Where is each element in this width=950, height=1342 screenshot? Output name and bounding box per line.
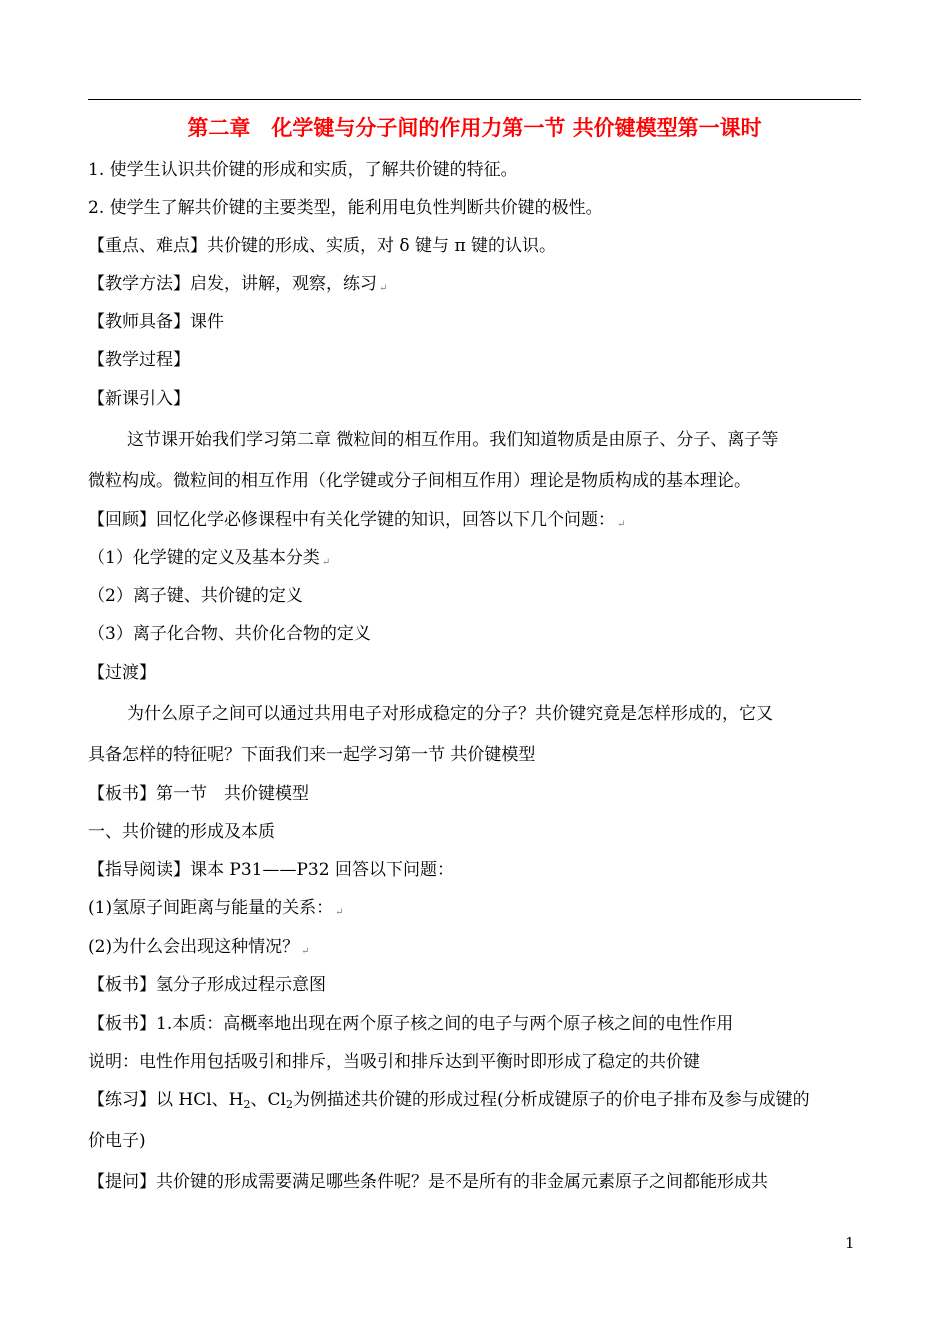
exercise-line-2: 价电子) [88, 1131, 146, 1151]
exercise-line-1: 【练习】以 HCl、$H_2$、$Cl_2$为例描述共价键的形成过程(分析成键原子的价电子排布及参与成键的 [88, 1090, 810, 1111]
reading-question-1: (1)氢原子间距离与能量的关系： ↵ [88, 898, 344, 918]
explanation: 说明：电性作用包括吸引和排斥，当吸引和排斥达到平衡时即形成了稳定的共价键 [88, 1052, 700, 1072]
teaching-method: 【教学方法】启发，讲解，观察，练习 ↵ [88, 274, 388, 294]
key-points: 【重点、难点】共价键的形成、实质，对 δ 键与 π 键的认识。 [88, 236, 557, 256]
teaching-process-heading: 【教学过程】 [88, 350, 190, 370]
review-heading: 【回顾】回忆化学必修课程中有关化学键的知识，回答以下几个问题： ↵ [88, 510, 626, 530]
paragraph-mark-icon: ↵ [617, 519, 626, 530]
paragraph-mark-icon: ↵ [301, 946, 310, 957]
board-diagram: 【板书】氢分子形成过程示意图 [88, 975, 326, 995]
objective-1: 1. 使学生认识共价键的形成和实质，了解共价键的特征。 [88, 160, 518, 180]
paragraph-mark-icon: ↵ [379, 283, 388, 294]
teacher-preparation: 【教师具备】课件 [88, 312, 224, 332]
transition-paragraph-line-2: 具备怎样的特征呢？下面我们来一起学习第一节 共价键模型 [88, 745, 536, 765]
review-question-3: （3）离子化合物、共价化合物的定义 [88, 624, 371, 644]
question-line: 【提问】共价键的形成需要满足哪些条件呢？是不是所有的非金属元素原子之间都能形成共 [88, 1172, 768, 1192]
transition-paragraph-line-1: 为什么原子之间可以通过共用电子对形成稳定的分子？共价键究竟是怎样形成的，它又 [127, 704, 773, 724]
review-question-2: （2）离子键、共价键的定义 [88, 586, 303, 606]
header-rule [88, 99, 861, 100]
page-number: 1 [845, 1234, 855, 1252]
paragraph-mark-icon: ↵ [321, 557, 331, 568]
guided-reading: 【指导阅读】课本 P31——P32 回答以下问题： [88, 860, 454, 880]
board-essence: 【板书】1.本质：高概率地出现在两个原子核之间的电子与两个原子核之间的电性作用 [88, 1014, 734, 1034]
transition-heading: 【过渡】 [88, 663, 156, 683]
intro-paragraph-line-2: 微粒构成。微粒间的相互作用（化学键或分子间相互作用）理论是物质构成的基本理论。 [88, 471, 751, 491]
board-section-1: 【板书】第一节 共价键模型 [88, 784, 309, 804]
review-question-1: （1）化学键的定义及基本分类 ↵ [88, 548, 331, 568]
section-heading-formation: 一、共价键的形成及本质 [88, 822, 275, 842]
paragraph-mark-icon: ↵ [335, 907, 344, 918]
document-title: 第二章 化学键与分子间的作用力第一节 共价键模型第一课时 [187, 115, 762, 140]
objective-2: 2. 使学生了解共价键的主要类型，能利用电负性判断共价键的极性。 [88, 198, 603, 218]
reading-question-2: (2)为什么会出现这种情况？ ↵ [88, 937, 310, 957]
intro-paragraph-line-1: 这节课开始我们学习第二章 微粒间的相互作用。我们知道物质是由原子、分子、离子等 [127, 430, 779, 450]
lesson-intro-heading: 【新课引入】 [88, 389, 190, 409]
